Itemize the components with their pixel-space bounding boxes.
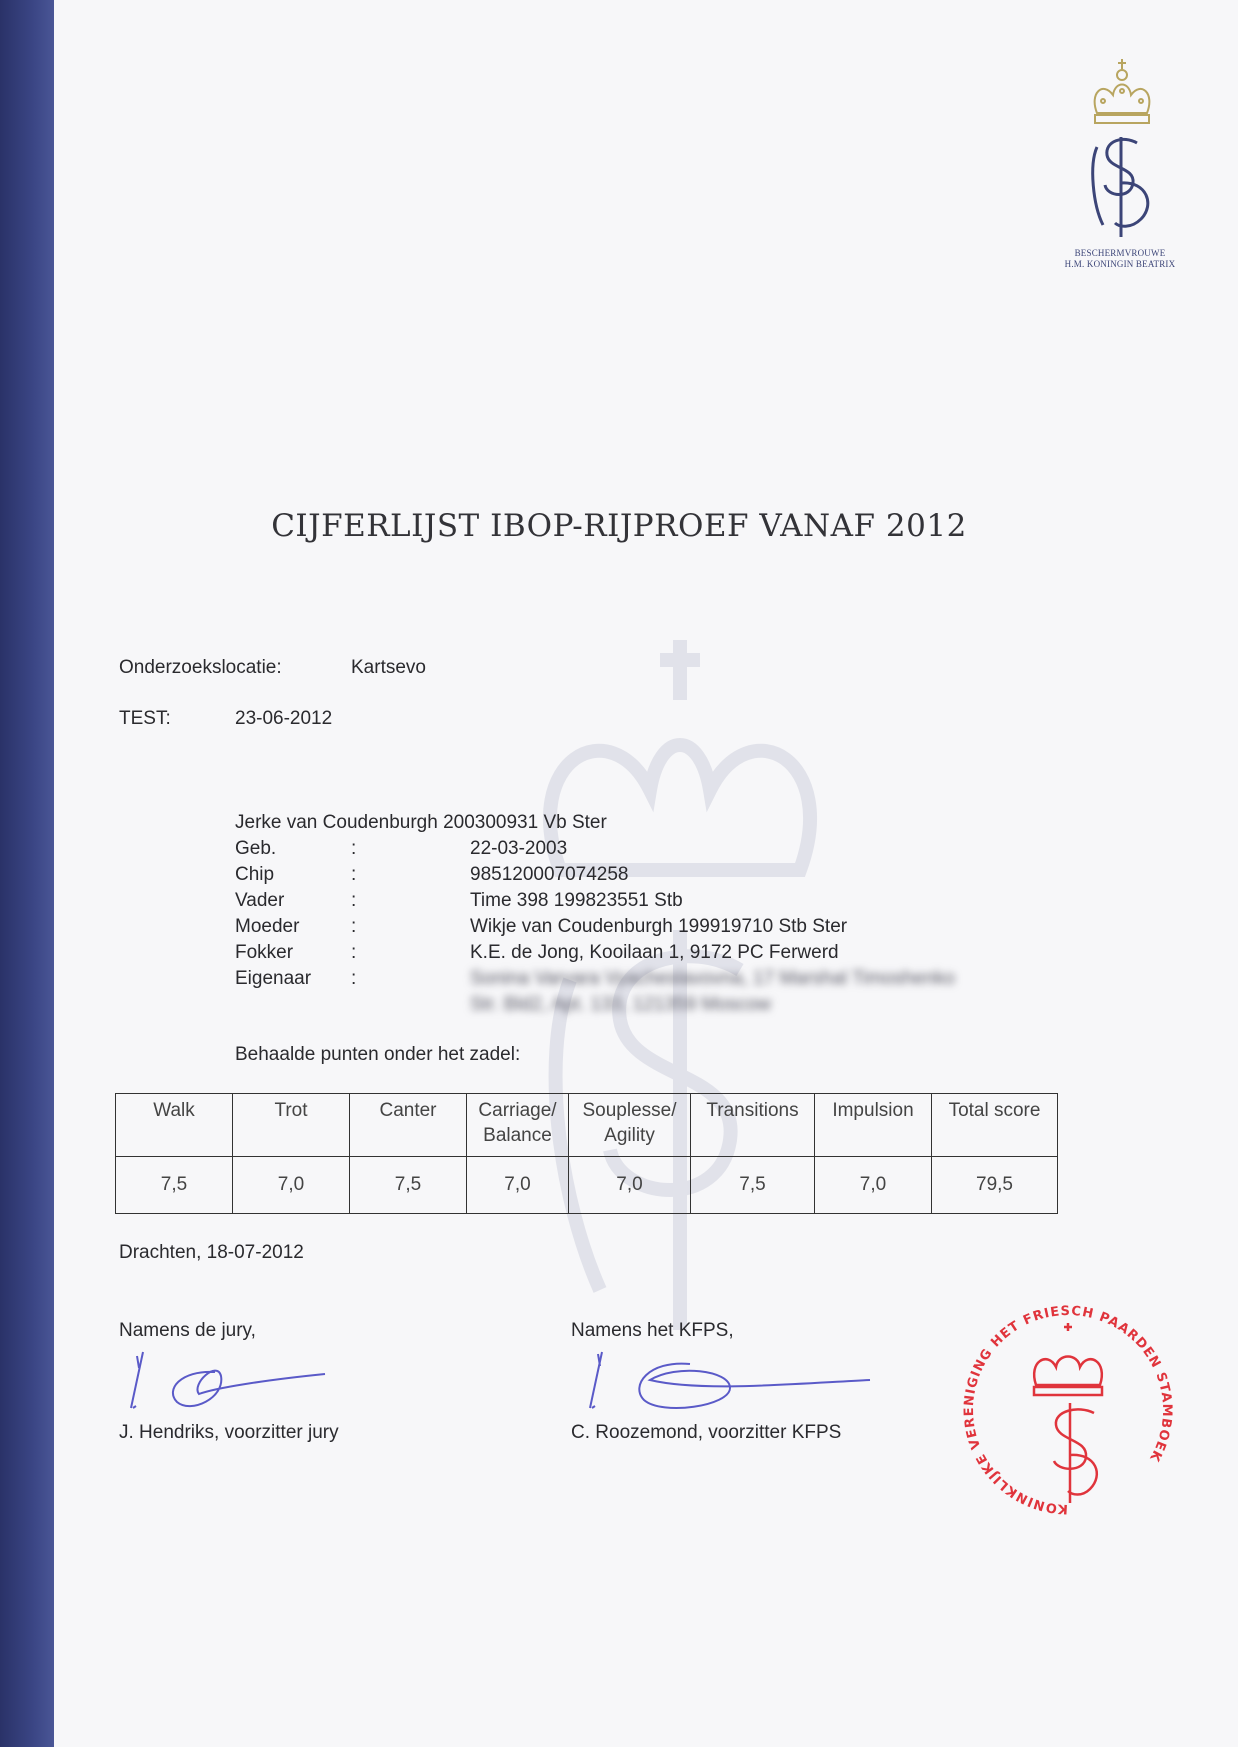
field-value-eigenaar-redacted-line2: Str. Bld2, Apt. 133, 121359 Moscow — [470, 994, 772, 1015]
score-impulsion: 7,0 — [815, 1157, 932, 1214]
header-souplesse — [569, 1094, 691, 1157]
place-date: Drachten, 18-07-2012 — [119, 1242, 304, 1263]
horse-name-line: Jerke van Coudenburgh 200300931 Vb Ster — [235, 812, 607, 833]
header-impulsion — [815, 1094, 932, 1157]
field-label-geb: Geb. — [235, 838, 277, 859]
test-date: 23-06-2012 — [235, 708, 333, 729]
location-label: Onderzoekslocatie: — [119, 657, 282, 678]
header-souplesse-line1: Souplesse/ — [582, 1100, 677, 1121]
score-value-row — [116, 1157, 1058, 1214]
field-label-eigenaar: Eigenaar — [235, 968, 312, 989]
binder-spine — [0, 0, 54, 1747]
kfps-red-stamp-icon — [958, 1295, 1178, 1535]
field-label-moeder: Moeder — [235, 916, 300, 937]
jury-signature — [125, 1350, 335, 1420]
crest-caption-line1: BESCHERMVROUWE — [1074, 248, 1166, 258]
header-souplesse-line2: Agility — [604, 1125, 655, 1146]
header-canter-line1: Canter — [379, 1100, 437, 1121]
jury-heading: Namens de jury, — [119, 1320, 256, 1341]
location-value: Kartsevo — [351, 657, 426, 678]
points-heading: Behaalde punten onder het zadel: — [235, 1044, 521, 1065]
jury-signer: J. Hendriks, voorzitter jury — [119, 1422, 339, 1443]
header-transitions — [691, 1094, 815, 1157]
header-transitions-line1: Transitions — [706, 1100, 799, 1121]
kfps-signer: C. Roozemond, voorzitter KFPS — [571, 1422, 842, 1443]
header-walk-line1: Walk — [153, 1100, 195, 1121]
watermark-crest-icon — [500, 640, 860, 1340]
test-label: TEST: — [119, 708, 171, 729]
field-label-fokker: Fokker — [235, 942, 294, 963]
header-trot-line1: Trot — [274, 1100, 308, 1121]
field-value-chip: 985120007074258 — [470, 864, 629, 885]
score-carriage: 7,0 — [467, 1157, 569, 1214]
score-header-row — [116, 1094, 1058, 1157]
header-total-score — [932, 1094, 1058, 1157]
field-value-fokker: K.E. de Jong, Kooilaan 1, 9172 PC Ferwerd — [470, 942, 839, 963]
crest-caption — [1040, 248, 1200, 270]
kfps-heading: Namens het KFPS, — [571, 1320, 734, 1341]
field-sep-chip: : — [351, 864, 357, 885]
stamp-ring-text: KONINKLIJKE VERENIGING HET FRIESCH PAARDEN STAMBOEK — [961, 1303, 1175, 1517]
field-value-moeder: Wikje van Coudenburgh 199919710 Stb Ster — [470, 916, 848, 937]
header-carriage-line1: Carriage/ — [478, 1100, 557, 1121]
header-trot — [233, 1094, 350, 1157]
field-value-eigenaar-redacted: Sonina Varvara Vyacheslavovna, 17 Marshal Timoshenko — [470, 968, 955, 989]
header-carriage — [467, 1094, 569, 1157]
field-value-geb: 22-03-2003 — [470, 838, 568, 859]
field-label-chip: Chip — [235, 864, 275, 885]
field-label-vader: Vader — [235, 890, 285, 911]
field-sep-vader: : — [351, 890, 357, 911]
score-souplesse: 7,0 — [569, 1157, 691, 1214]
header-canter — [350, 1094, 467, 1157]
field-sep-moeder: : — [351, 916, 357, 937]
document-title: CIJFERLIJST IBOP-RIJPROEF VANAF 2012 — [271, 508, 967, 544]
kfps-signature — [580, 1350, 880, 1420]
score-table — [115, 1093, 1058, 1214]
crest-caption-line2: H.M. KONINGIN BEATRIX — [1064, 259, 1176, 269]
score-walk: 7,5 — [116, 1157, 233, 1214]
score-total: 79,5 — [932, 1157, 1058, 1214]
score-trot: 7,0 — [233, 1157, 350, 1214]
field-sep-fokker: : — [351, 942, 357, 963]
crest-logo-icon — [1075, 55, 1170, 245]
field-value-vader: Time 398 199823551 Stb — [470, 890, 683, 911]
header-impulsion-line1: Impulsion — [832, 1100, 914, 1121]
header-total-line1: Total score — [948, 1100, 1041, 1121]
score-canter: 7,5 — [350, 1157, 467, 1214]
header-walk — [116, 1094, 233, 1157]
field-sep-geb: : — [351, 838, 357, 859]
header-carriage-line2: Balance — [483, 1125, 552, 1146]
field-sep-eigenaar: : — [351, 968, 357, 989]
score-transitions: 7,5 — [691, 1157, 815, 1214]
